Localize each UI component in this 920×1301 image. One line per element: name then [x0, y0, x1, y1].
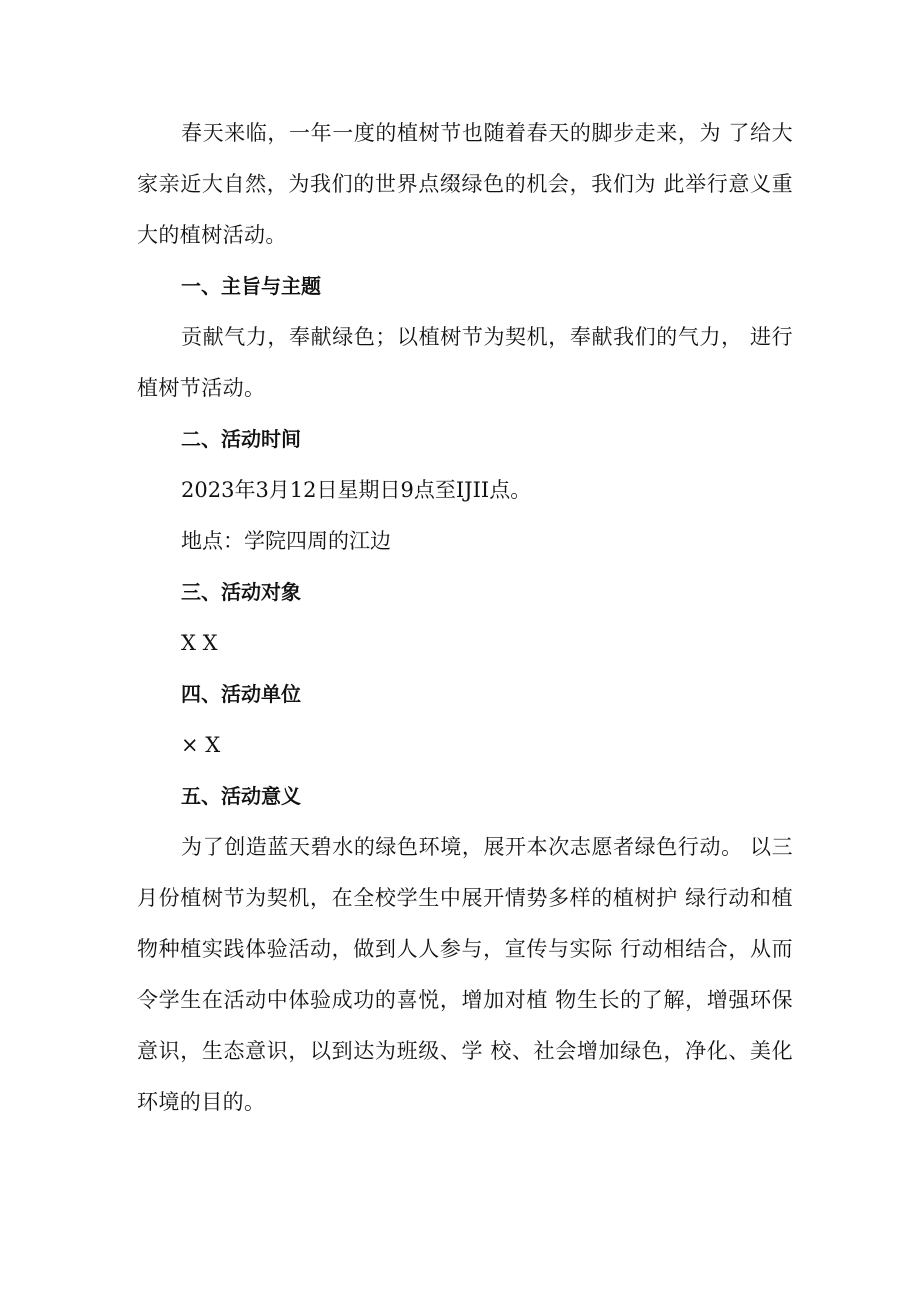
section-heading-target: 三、活动对象: [181, 580, 301, 604]
intro-paragraph: 春天来临，一年一度的植树节也随着春天的脚步走来，为 了给大家亲近大自然，为我们的世界点缀绿色的机会，我们为 此举行意义重大的植树活动。: [137, 121, 793, 247]
target-value: X X: [181, 631, 218, 655]
section-heading-unit: 四、活动单位: [181, 682, 301, 706]
section-heading-time: 二、活动时间: [181, 427, 301, 451]
unit-value: × X: [181, 733, 221, 757]
event-date: 2023年3月12日星期日9点至IJII点。: [181, 478, 532, 502]
section-heading-theme: 一、主旨与主题: [181, 274, 321, 298]
section-heading-meaning: 五、活动意义: [181, 784, 301, 808]
meaning-paragraph: 为了创造蓝天碧水的绿色环境，展开本次志愿者绿色行动。 以三月份植树节为契机，在全校学生中展开情势多样的植树护 绿行动和植物种植实践体验活动，做到人人参与，宣传与实际 行动相结合，从而令学生在活动中体验成功的喜悦，增加对植 物生长的了解，增强环保意识，生态意识，以到达为班级、学 校、社会增加绿色，净化、美化环境的目的。: [137, 835, 793, 1114]
event-place: 地点：学院四周的江边: [181, 529, 391, 553]
theme-paragraph: 贡献气力，奉献绿色；以植树节为契机，奉献我们的气力， 进行植树节活动。: [137, 325, 793, 400]
document-page: [137, 108, 793, 1128]
